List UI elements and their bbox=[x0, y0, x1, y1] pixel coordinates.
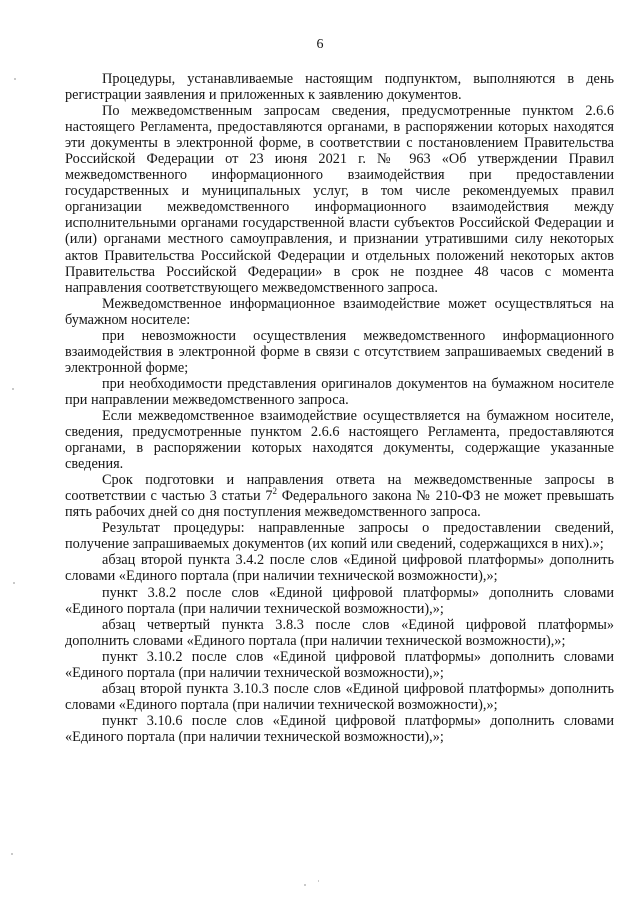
amendment-3-10-3: абзац второй пункта 3.10.3 после слов «Единой цифровой платформы» дополнить словами «Единого портала (при наличии технической возможности),»; bbox=[65, 680, 614, 713]
scan-speck bbox=[304, 884, 306, 886]
scan-speck bbox=[11, 853, 13, 855]
article-superscript: 2 bbox=[272, 486, 277, 497]
page-number: 6 bbox=[316, 37, 324, 52]
amendment-3-10-6: пункт 3.10.6 после слов «Единой цифровой платформы» дополнить словами «Единого портала (при наличии технической возможности),»; bbox=[65, 712, 614, 745]
paragraph-paper-interaction: Межведомственное информационное взаимодействие может осуществляться на бумажном носителе: bbox=[65, 295, 614, 328]
paragraph-interagency-requests: По межведомственным запросам сведения, предусмотренные пунктом 2.6.6 настоящего Регламента, предоставляются органами, в распоряжении которых находятся эти документы в электронной форме, в соответствии с постановлением Правительства Российской Федерации от 23 июня 2021 г. № 963 «Об утверждении Правил межведомственного информационного взаимодействия при предоставлении государственных и муниципальных услуг, в том числе рекомендуемых правил организации межведомственного информационного взаимодействия между исполнительными органами государственной власти субъектов Российской Федерации и (или) органами местного самоуправления, и признании утратившими силу некоторых актов Правительства Российской Федерации и отдельных положений некоторых актов Правительства Российской Федерации» в срок не позднее 48 часов с момента направления соответствующего межведомственного запроса. bbox=[65, 103, 614, 296]
paragraph-procedures-timing: Процедуры, устанавливаемые настоящим подпунктом, выполняются в день регистрации заявления и приложенных к заявлению документов. bbox=[65, 71, 614, 104]
scan-speck bbox=[12, 388, 14, 390]
paragraph-response-deadline bbox=[65, 472, 614, 520]
document-body bbox=[65, 71, 614, 745]
scan-speck bbox=[14, 78, 16, 80]
paragraph-originals-required: при необходимости представления оригиналов документов на бумажном носителе при направлении межведомственного запроса. bbox=[65, 375, 614, 408]
scan-speck bbox=[13, 582, 15, 584]
amendment-3-10-2: пункт 3.10.2 после слов «Единой цифровой платформы» дополнить словами «Единого портала (при наличии технической возможности),»; bbox=[65, 648, 614, 681]
paragraph-procedure-result: Результат процедуры: направленные запросы о предоставлении сведений, получение запрашиваемых документов (их копий или сведений, содержащихся в них).»; bbox=[65, 520, 614, 553]
amendment-3-4-2: абзац второй пункта 3.4.2 после слов «Единой цифровой платформы» дополнить словами «Единого портала (при наличии технической возможности),»; bbox=[65, 552, 614, 585]
paragraph-no-electronic-form: при невозможности осуществления межведомственного информационного взаимодействия в электронной форме в связи с отсутствием запрашиваемых сведений в электронной форме; bbox=[65, 327, 614, 376]
deadline-text-end: Федерального закона № 210-ФЗ не может превышать пять рабочих дней со дня поступления межведомственного запроса. bbox=[65, 488, 614, 521]
amendment-3-8-3: абзац четвертый пункта 3.8.3 после слов «Единой цифровой платформы» дополнить словами «Единого портала (при наличии технической возможности),»; bbox=[65, 616, 614, 649]
amendment-3-8-2: пункт 3.8.2 после слов «Единой цифровой платформы» дополнить словами «Единого портала (при наличии технической возможности),»; bbox=[65, 584, 614, 617]
deadline-text-start: Срок подготовки и направления ответа на межведомственные запросы в соответствии с частью 3 статьи 7 bbox=[65, 472, 614, 505]
paragraph-paper-provision: Если межведомственное взаимодействие осуществляется на бумажном носителе, сведения, предусмотренные пунктом 2.6.6 настоящего Регламента, предоставляются органами, в распоряжении которых находятся документы, содержащие указанные сведения. bbox=[65, 407, 614, 473]
scan-speck bbox=[318, 880, 319, 882]
